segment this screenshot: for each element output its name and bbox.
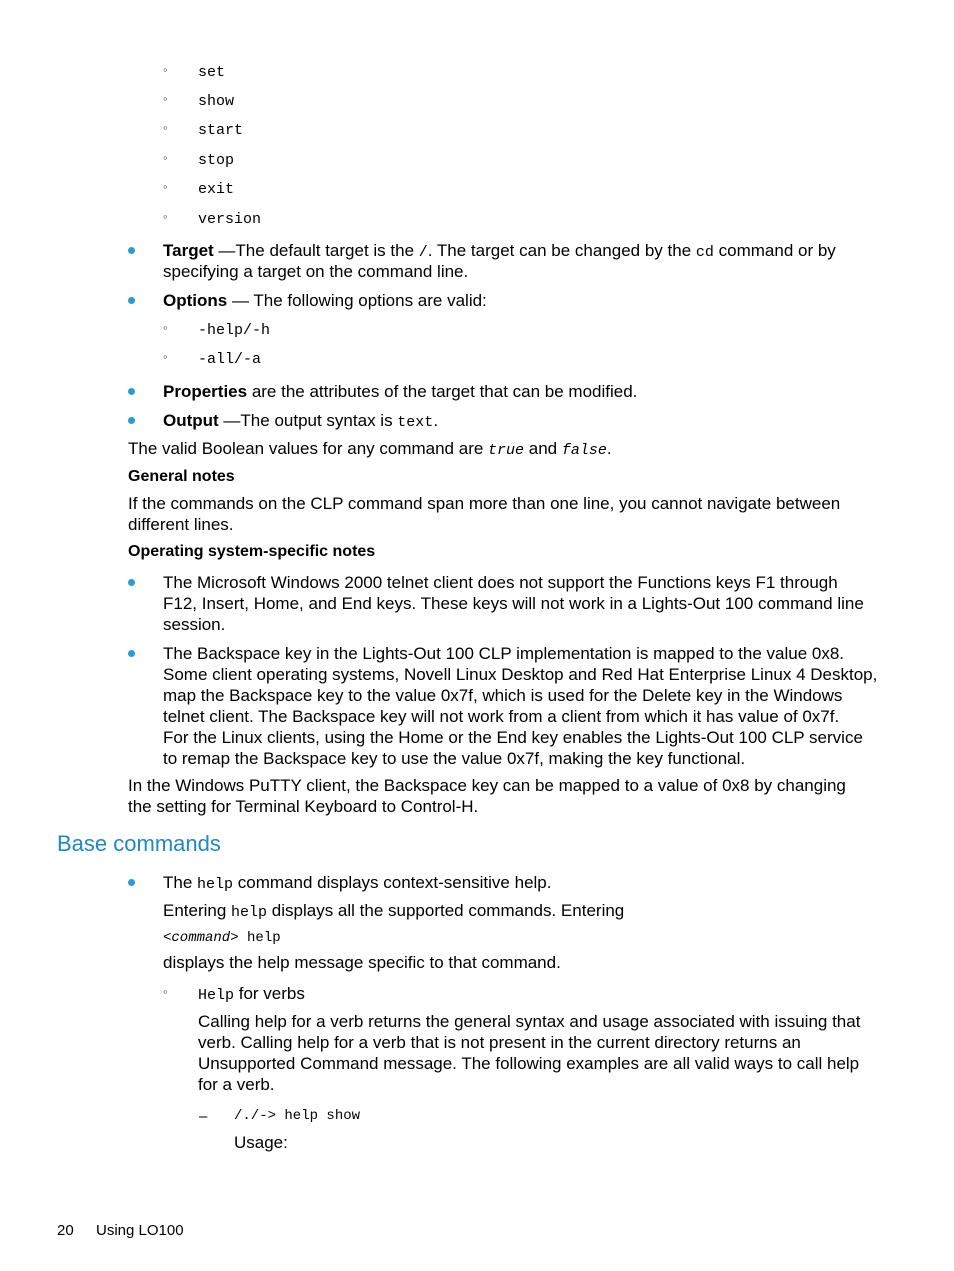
entering-text: displays all the supported commands. Entering: [267, 901, 625, 920]
circle-bullet-icon: ◦: [163, 209, 168, 224]
displays-line: displays the help message specific to that command.: [163, 953, 561, 972]
os-note-2-line: to remap the Backspace key to use the value 0x7f, making the key functional.: [163, 749, 746, 768]
verbs-code: Help: [198, 987, 235, 1004]
general-notes-line: different lines.: [128, 515, 234, 534]
entering-text: Entering: [163, 901, 232, 920]
output-label: Output: [163, 411, 219, 430]
command-help-code: [163, 926, 281, 949]
help-code: help: [197, 876, 234, 893]
target-text: —The default target is the: [213, 241, 419, 260]
verb-item: start: [198, 122, 244, 139]
os-note-2-line: For the Linux clients, using the Home or the End key enables the Lights-Out 100 CLP service: [163, 728, 863, 747]
bullet-icon: [128, 417, 135, 424]
circle-bullet-icon: ◦: [163, 984, 168, 999]
help-text: The: [163, 873, 198, 892]
verb-item: exit: [198, 181, 235, 198]
target-text: command or by: [713, 241, 836, 260]
target-text: . The target can be changed by the: [427, 241, 696, 260]
section-heading-base-commands: Base commands: [57, 831, 221, 856]
boolean-false: false: [561, 442, 607, 459]
properties-label: Properties: [163, 382, 248, 401]
properties-line: [163, 381, 637, 402]
target-line: [163, 240, 836, 263]
entering-code: help: [231, 904, 268, 921]
general-notes-heading: General notes: [128, 468, 235, 485]
circle-bullet-icon: ◦: [163, 150, 168, 165]
calling-line: Unsupported Command message. The following examples are all valid ways to call help: [198, 1054, 860, 1073]
circle-bullet-icon: ◦: [163, 91, 168, 106]
circle-bullet-icon: ◦: [163, 179, 168, 194]
output-code: text: [397, 414, 434, 431]
help-text: command displays context-sensitive help.: [233, 873, 552, 892]
boolean-true: true: [488, 442, 525, 459]
calling-line: for a verb.: [198, 1075, 275, 1094]
circle-bullet-icon: ◦: [163, 62, 168, 77]
calling-line: Calling help for a verb returns the general syntax and usage associated with issuing that: [198, 1012, 861, 1031]
command-help: help: [238, 930, 281, 946]
usage-label: Usage:: [234, 1133, 288, 1152]
boolean-line: [128, 438, 612, 461]
putty-line: In the Windows PuTTY client, the Backspace key can be mapped to a value of 0x8 by changing: [128, 776, 846, 795]
bullet-icon: [128, 879, 135, 886]
verb-item: version: [198, 211, 262, 228]
os-note-2-line: Some client operating systems, Novell Linux Desktop and Red Hat Enterprise Linux 4 Desktop,: [163, 665, 878, 684]
options-label: Options: [163, 291, 228, 310]
target-line-2: specifying a target on the command line.: [163, 262, 469, 281]
entering-line: [163, 900, 624, 923]
target-code-cd: cd: [695, 244, 714, 261]
output-text: .: [433, 411, 439, 430]
circle-bullet-icon: ◦: [163, 349, 168, 364]
help-for-verbs-line: [198, 983, 305, 1006]
verbs-text: for verbs: [234, 984, 305, 1003]
os-note-2-line: map the Backspace key to the value 0x7f, which is used for the Delete key in the Windows: [163, 686, 843, 705]
target-code-root: /: [418, 244, 428, 261]
os-note-2-line: The Backspace key in the Lights-Out 100 CLP implementation is mapped to the value 0x8.: [163, 644, 845, 663]
page-number: 20: [57, 1222, 74, 1239]
circle-bullet-icon: ◦: [163, 120, 168, 135]
boolean-text: and: [524, 439, 562, 458]
bullet-icon: [128, 650, 135, 657]
bullet-icon: [128, 579, 135, 586]
putty-line: the setting for Terminal Keyboard to Control-H.: [128, 797, 479, 816]
output-line: [163, 410, 438, 433]
bullet-icon: [128, 247, 135, 254]
target-label: Target: [163, 241, 214, 260]
os-notes-heading: Operating system-specific notes: [128, 543, 376, 560]
help-line: [163, 872, 551, 895]
option-item: -help/-h: [198, 322, 271, 339]
command-placeholder: <command>: [163, 930, 239, 946]
boolean-text: The valid Boolean values for any command are: [128, 439, 489, 458]
output-text: —The output syntax is: [218, 411, 398, 430]
footer-title: Using LO100: [96, 1222, 184, 1239]
verb-item: set: [198, 64, 226, 81]
calling-line: verb. Calling help for a verb that is not present in the current directory returns an: [198, 1033, 801, 1052]
os-note-1-line: The Microsoft Windows 2000 telnet client does not support the Functions keys F1 through: [163, 573, 838, 592]
properties-text: are the attributes of the target that can be modified.: [247, 382, 638, 401]
options-line: [163, 290, 487, 311]
os-note-2-line: telnet client. The Backspace key will not work from a client from which it has value of 0x7f.: [163, 707, 840, 726]
example-code: /./-> help show: [234, 1108, 361, 1124]
os-note-1-line: session.: [163, 615, 226, 634]
verb-item: stop: [198, 152, 235, 169]
bullet-icon: [128, 297, 135, 304]
boolean-text: .: [606, 439, 612, 458]
verb-item: show: [198, 93, 235, 110]
option-item: -all/-a: [198, 351, 262, 368]
os-note-1-line: F12, Insert, Home, and End keys. These keys will not work in a Lights-Out 100 command line: [163, 594, 864, 613]
dash-bullet-icon: –: [199, 1108, 208, 1125]
general-notes-line: If the commands on the CLP command span more than one line, you cannot navigate between: [128, 494, 841, 513]
circle-bullet-icon: ◦: [163, 320, 168, 335]
options-text: — The following options are valid:: [227, 291, 487, 310]
bullet-icon: [128, 388, 135, 395]
